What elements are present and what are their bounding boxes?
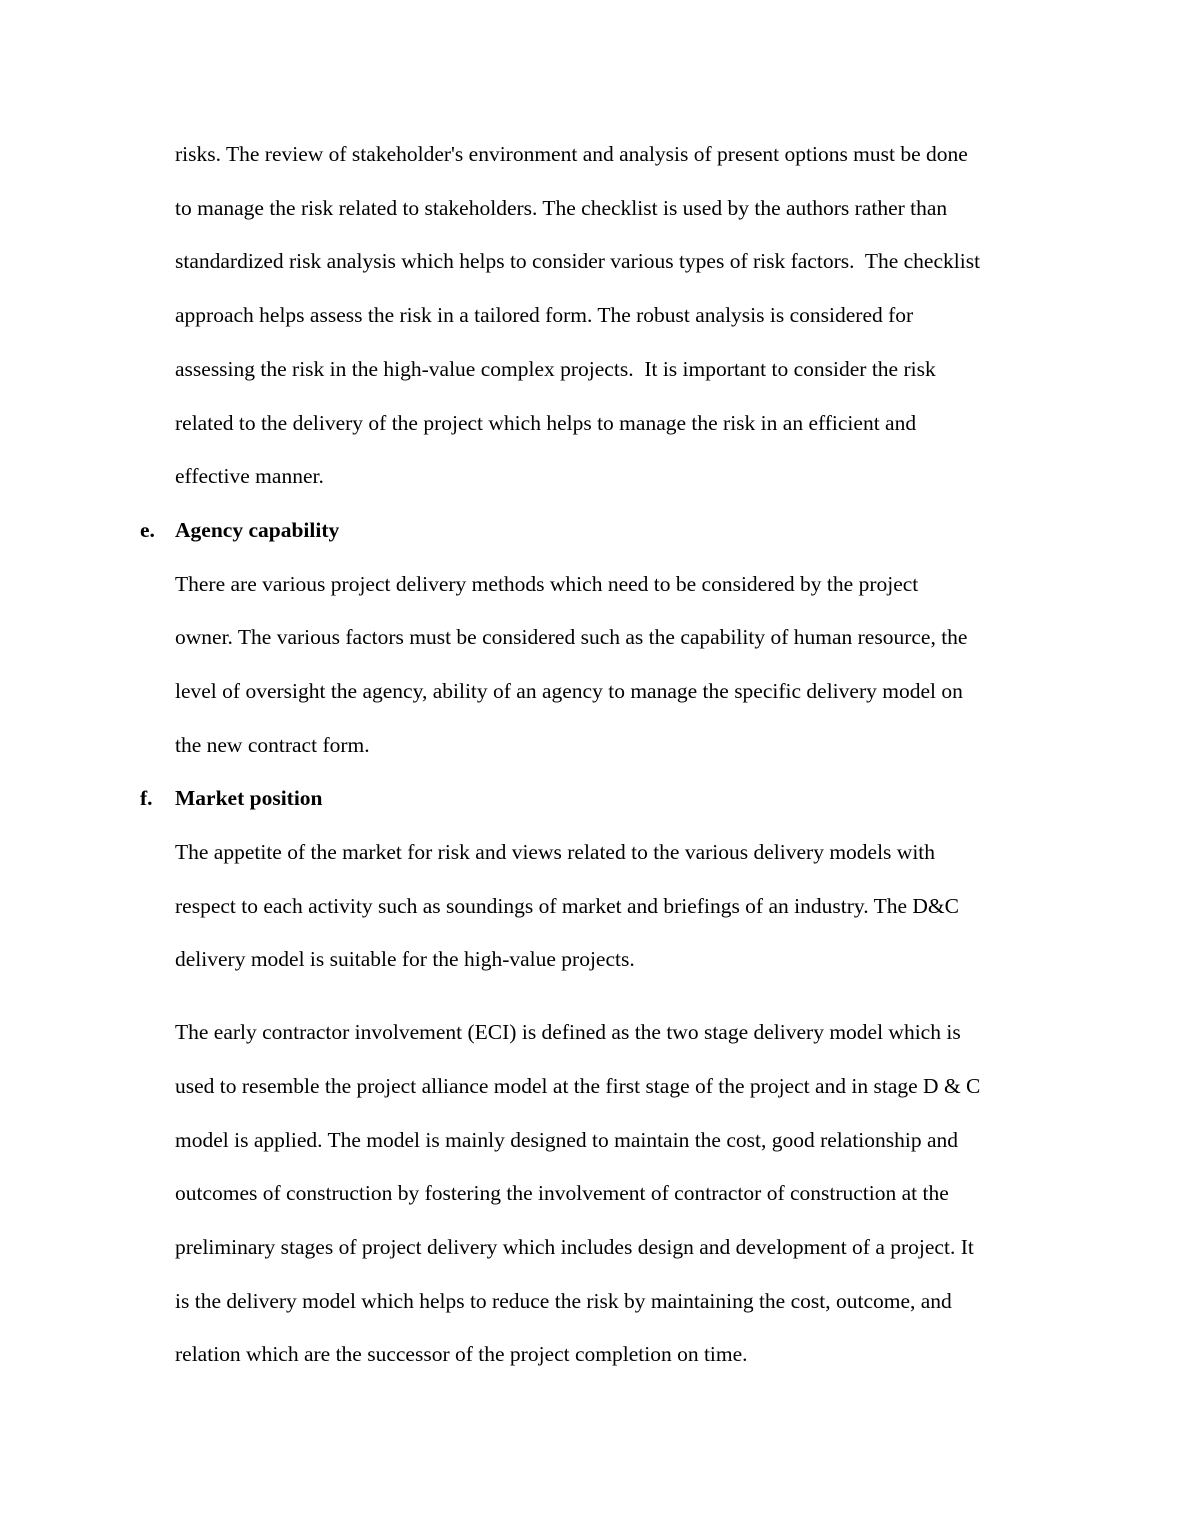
paragraph-line: effective manner. bbox=[175, 464, 324, 488]
paragraph-line: risks. The review of stakeholder's environment and analysis of present options must be done bbox=[175, 142, 968, 166]
section-marker: f. bbox=[140, 786, 153, 810]
paragraph-line: related to the delivery of the project which helps to manage the risk in an efficient and bbox=[175, 411, 917, 435]
paragraph-line: The early contractor involvement (ECI) is defined as the two stage delivery model which is bbox=[175, 1020, 961, 1044]
paragraph-line: delivery model is suitable for the high-value projects. bbox=[175, 947, 635, 971]
paragraph-line: model is applied. The model is mainly designed to maintain the cost, good relationship and bbox=[175, 1128, 959, 1152]
paragraph-line: level of oversight the agency, ability of an agency to manage the specific delivery model on bbox=[175, 679, 963, 703]
section-marker: e. bbox=[140, 518, 155, 542]
paragraph-line: approach helps assess the risk in a tailored form. The robust analysis is considered for bbox=[175, 303, 914, 327]
paragraph-line: owner. The various factors must be considered such as the capability of human resource, the bbox=[175, 625, 968, 649]
paragraph-line: outcomes of construction by fostering the involvement of contractor of construction at the bbox=[175, 1181, 949, 1205]
paragraph-line: preliminary stages of project delivery which includes design and development of a project. It bbox=[175, 1235, 974, 1259]
paragraph-line: respect to each activity such as soundings of market and briefings of an industry. The D&C bbox=[175, 894, 959, 918]
section-heading: Market position bbox=[175, 786, 323, 810]
paragraph-line: used to resemble the project alliance model at the first stage of the project and in stage D & C bbox=[175, 1074, 981, 1098]
section-heading: Agency capability bbox=[175, 518, 340, 542]
paragraph-line: the new contract form. bbox=[175, 733, 370, 757]
paragraph-line: The appetite of the market for risk and views related to the various delivery models with bbox=[175, 840, 936, 864]
paragraph-line: is the delivery model which helps to reduce the risk by maintaining the cost, outcome, and bbox=[175, 1289, 952, 1313]
paragraph-line: standardized risk analysis which helps to consider various types of risk factors. The checklist bbox=[175, 249, 981, 273]
paragraph-line: There are various project delivery methods which need to be considered by the project bbox=[175, 572, 919, 596]
paragraph-line: to manage the risk related to stakeholders. The checklist is used by the authors rather than bbox=[175, 196, 948, 220]
paragraph-line: relation which are the successor of the project completion on time. bbox=[175, 1342, 748, 1366]
paragraph-line: assessing the risk in the high-value complex projects. It is important to consider the risk bbox=[175, 357, 936, 381]
